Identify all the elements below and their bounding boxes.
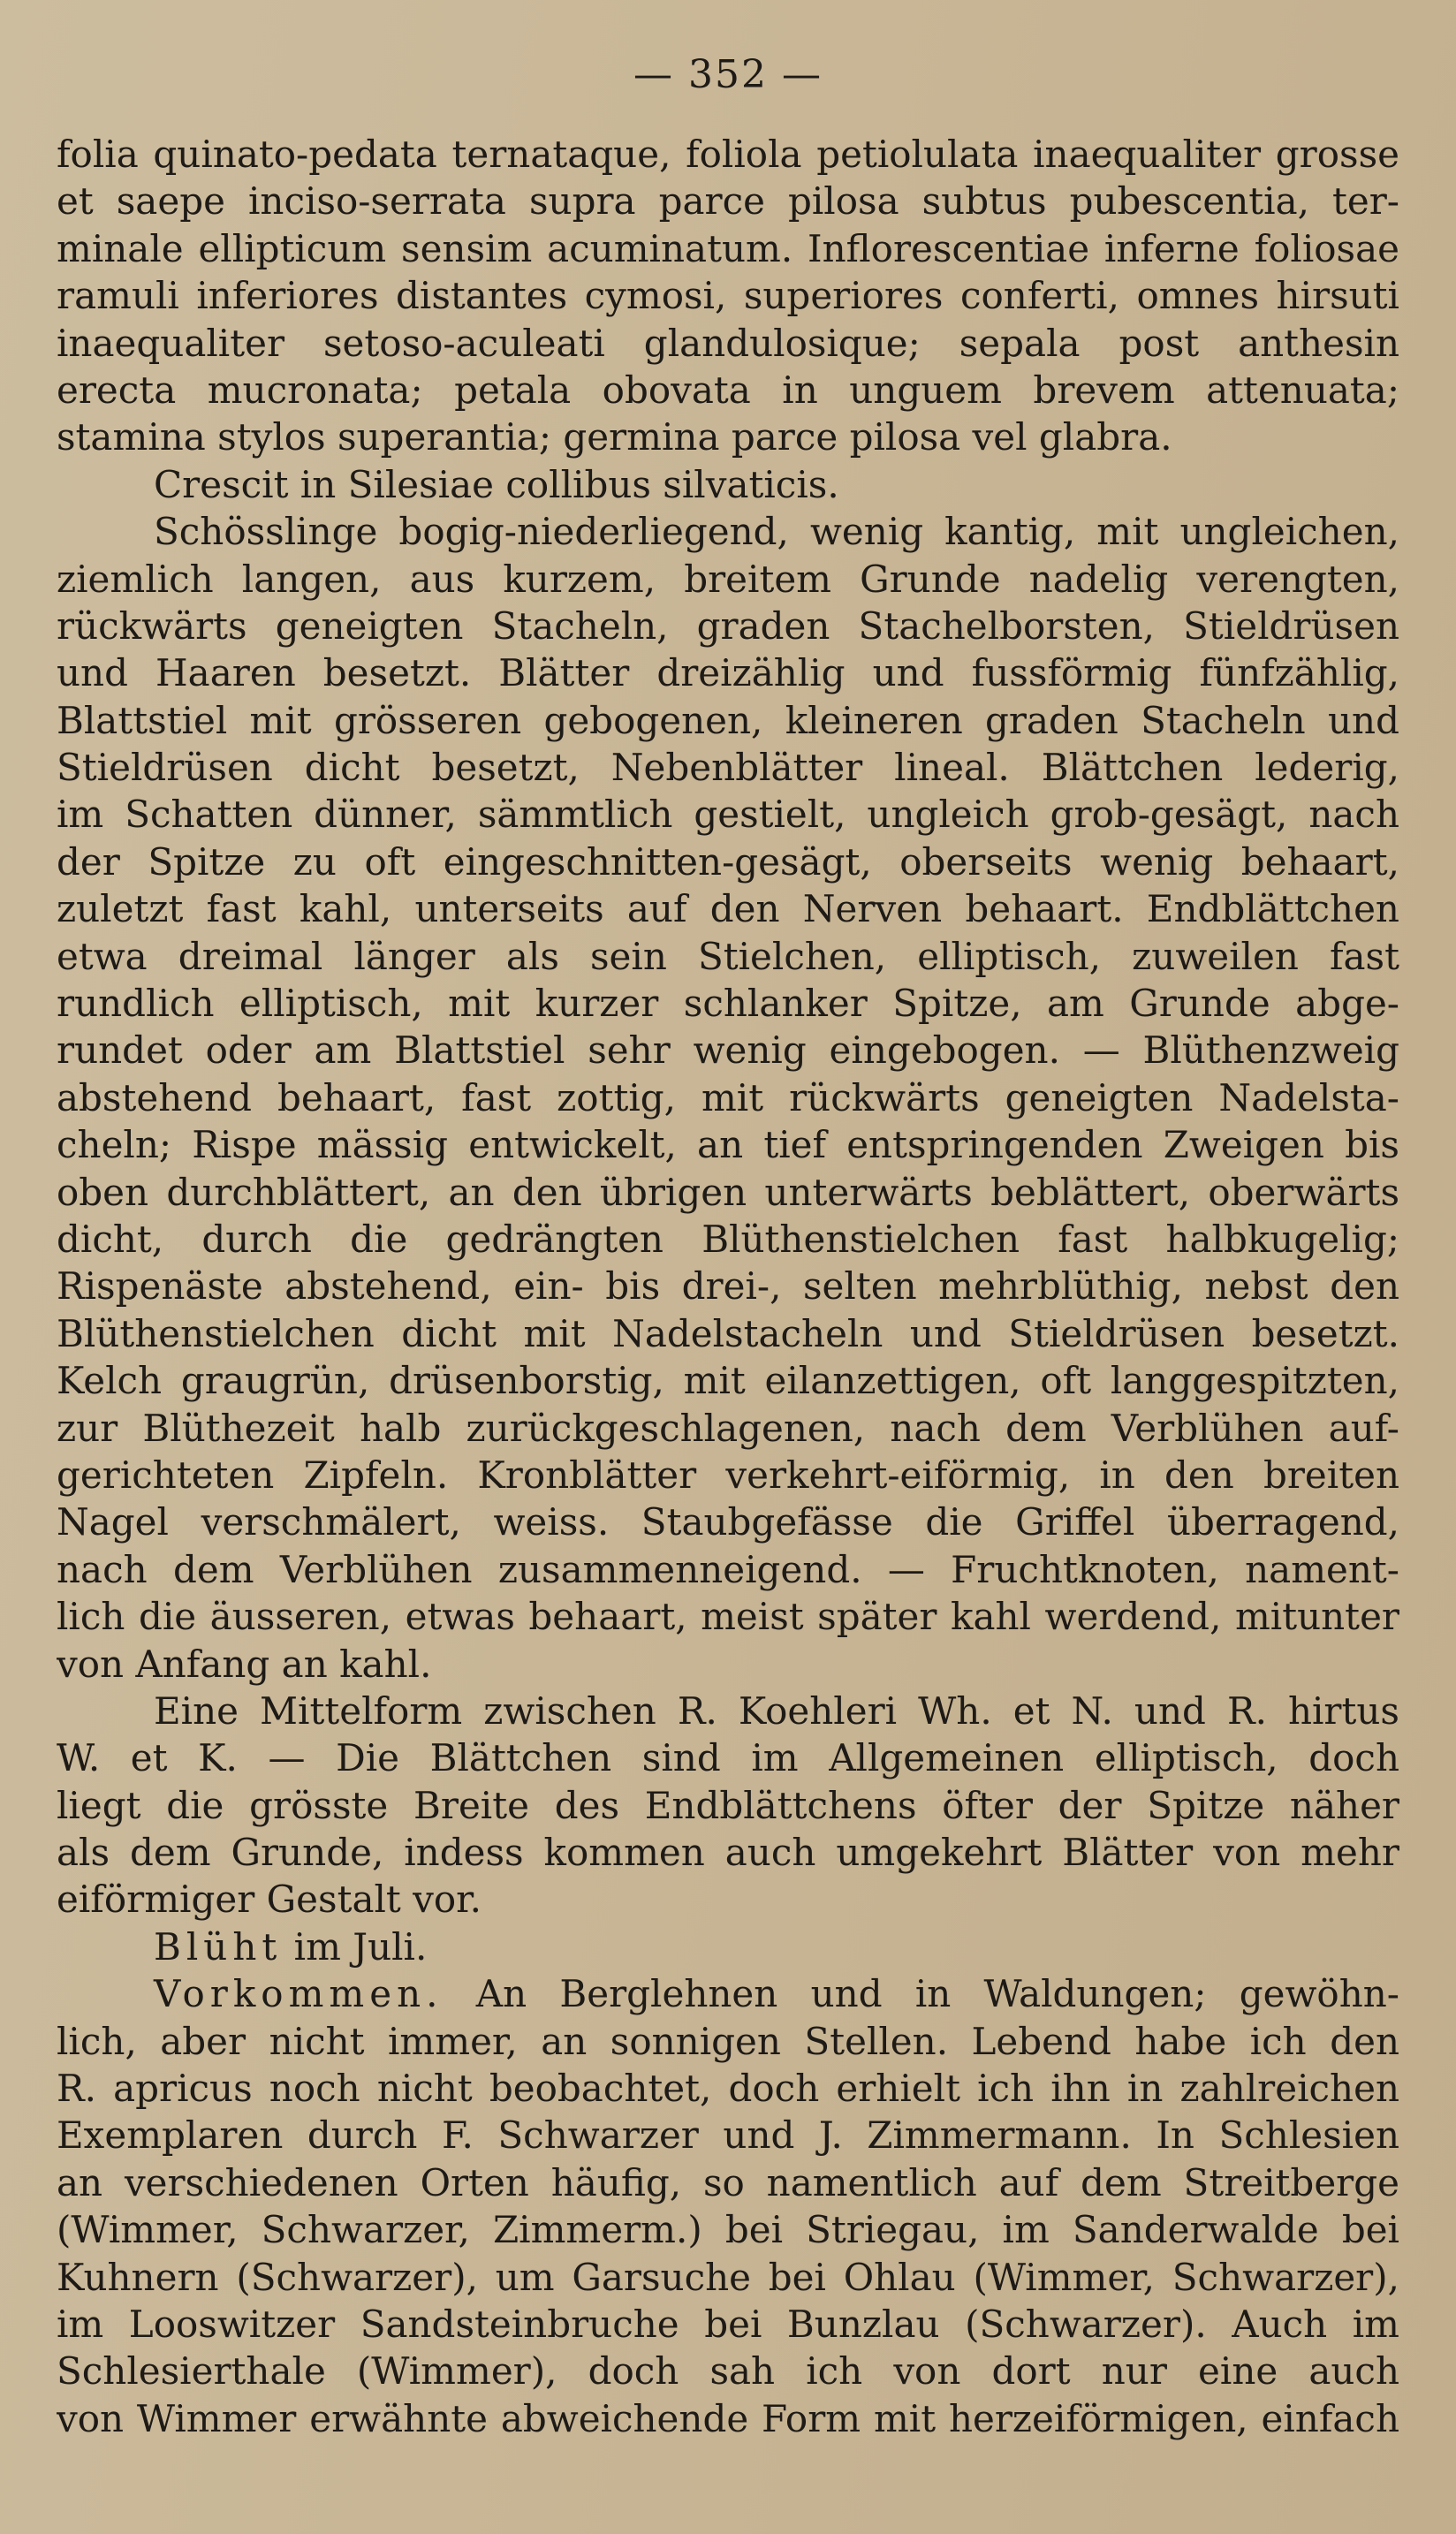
text-line-41: lich, aber nicht immer, an sonnigen Stellen. Lebend habe ich den [57,2019,1399,2063]
text-line-46: Kuhnern (Schwarzer), um Garsuche bei Ohlau (Wimmer, Schwarzer), [57,2255,1399,2299]
text-line-48: Schlesierthale (Wimmer), doch sah ich von dort nur eine auch [57,2349,1399,2394]
text-line-14: Stieldrüsen dicht besetzt, Nebenblätter lineal. Blättchen lederig, [57,746,1399,790]
text-line-38: eiförmiger Gestalt vor. [57,1878,482,1922]
text-line-11: rückwärts geneigten Stacheln, graden Stachelborsten, Stieldrüsen [57,603,1399,648]
page-number: — 352 — [633,52,823,97]
spaced-word-vorkommen: Vorkommen. [154,1972,444,2016]
spaced-word-bluht: Blüht [154,1924,283,1969]
text-line-24: dicht, durch die gedrängten Blüthenstielchen fast halbkugelig; [57,1217,1399,1261]
text-line-13: Blattstiel mit grösseren gebogenen, kleineren graden Stacheln und [57,698,1399,742]
text-line-28: zur Blüthezeit halb zurückgeschlagenen, nach dem Verblühen auf- [57,1406,1399,1450]
text-line-22: cheln; Rispe mässig entwickelt, an tief entspringenden Zweigen bis [57,1123,1399,1167]
text-line-34: Eine Mittelform zwischen R. Koehleri Wh. et N. und R. hirtus [154,1688,1399,1733]
text-line-33: von Anfang an kahl. [57,1642,432,1686]
text-line-20: rundet oder am Blattstiel sehr wenig eingebogen. — Blüthenzweig [57,1028,1399,1073]
text-line-40: Vorkommen. An Berglehnen und in Waldungen; gewöhn- [154,1972,1399,2016]
text-line-8: Crescit in Silesiae collibus silvaticis. [154,462,839,506]
text-line-29: gerichteten Zipfeln. Kronblätter verkehrt-eiförmig, in den breiten [57,1453,1399,1497]
text-line-47: im Looswitzer Sandsteinbruche bei Bunzlau (Schwarzer). Auch im [57,2302,1399,2346]
text-line-7: stamina stylos superantia; germina parce pilosa vel glabra. [57,415,1172,459]
text-line-17: zuletzt fast kahl, unterseits auf den Nerven behaart. Endblättchen [57,887,1399,931]
text-line-6: erecta mucronata; petala obovata in unguem brevem attenuata; [57,368,1399,412]
text-line-37: als dem Grunde, indess kommen auch umgekehrt Blätter von mehr [57,1831,1399,1875]
text-line-16: der Spitze zu oft eingeschnitten-gesägt, oberseits wenig behaart, [57,839,1399,884]
text-line-12: und Haaren besetzt. Blätter dreizählig und fussförmig fünfzählig, [57,651,1399,695]
text-line-35: W. et K. — Die Blättchen sind im Allgemeinen elliptisch, doch [57,1736,1399,1780]
text-line-9: Schösslinge bogig-niederliegend, wenig kantig, mit ungleichen, [154,510,1399,554]
text-line-43: Exemplaren durch F. Schwarzer und J. Zimmermann. In Schlesien [57,2113,1399,2158]
text-line-4: ramuli inferiores distantes cymosi, superiores conferti, omnes hirsuti [57,274,1399,318]
text-line-5: inaequaliter setoso-aculeati glandulosique; sepala post anthesin [57,321,1399,365]
text-line-49: von Wimmer erwähnte abweichende Form mit herzeiförmigen, einfach [57,2396,1399,2440]
text-line-25: Rispenäste abstehend, ein- bis drei-, selten mehrblüthig, nebst den [57,1264,1399,1309]
text-line-23: oben durchblättert, an den übrigen unterwärts beblättert, oberwärts [57,1170,1399,1214]
text-line-15: im Schatten dünner, sämmtlich gestielt, ungleich grob-gesägt, nach [57,793,1399,837]
body-text [57,131,1399,2442]
text-line-3: minale ellipticum sensim acuminatum. Inflorescentiae inferne foliosae [57,226,1399,270]
text-line-36: liegt die grösste Breite des Endblättchens öfter der Spitze näher [57,1783,1399,1827]
text-line-18: etwa dreimal länger als sein Stielchen, elliptisch, zuweilen fast [57,934,1399,978]
text-line-30: Nagel verschmälert, weiss. Staubgefässe die Griffel überragend, [57,1500,1399,1544]
text-line-27: Kelch graugrün, drüsenborstig, mit eilanzettigen, oft langgespitzten, [57,1359,1399,1403]
text-line-21: abstehend behaart, fast zottig, mit rückwärts geneigten Nadelsta- [57,1075,1399,1119]
text-line-32: lich die äusseren, etwas behaart, meist später kahl werdend, mitunter [57,1595,1399,1639]
text-line-19: rundlich elliptisch, mit kurzer schlanker Spitze, am Grunde abge- [57,982,1399,1026]
text-line-44: an verschiedenen Orten häufig, so namentlich auf dem Streitberge [57,2160,1399,2204]
text-line-39: Blüht im Juli. [154,1924,428,1969]
text-line-10: ziemlich langen, aus kurzem, breitem Grunde nadelig verengten, [57,557,1399,601]
text-line-26: Blüthenstielchen dicht mit Nadelstacheln und Stieldrüsen besetzt. [57,1311,1399,1355]
text-line-42: R. apricus noch nicht beobachtet, doch erhielt ich ihn in zahlreichen [57,2067,1399,2111]
text-line-2: et saepe inciso-serrata supra parce pilosa subtus pubescentia, ter- [57,179,1399,224]
text-line-45: (Wimmer, Schwarzer, Zimmerm.) bei Striegau, im Sanderwalde bei [57,2208,1399,2252]
text-line-1: folia quinato-pedata ternataque, foliola petiolulata inaequaliter grosse [57,133,1399,176]
text-line-31: nach dem Verblühen zusammenneigend. — Fruchtknoten, nament- [57,1547,1399,1591]
